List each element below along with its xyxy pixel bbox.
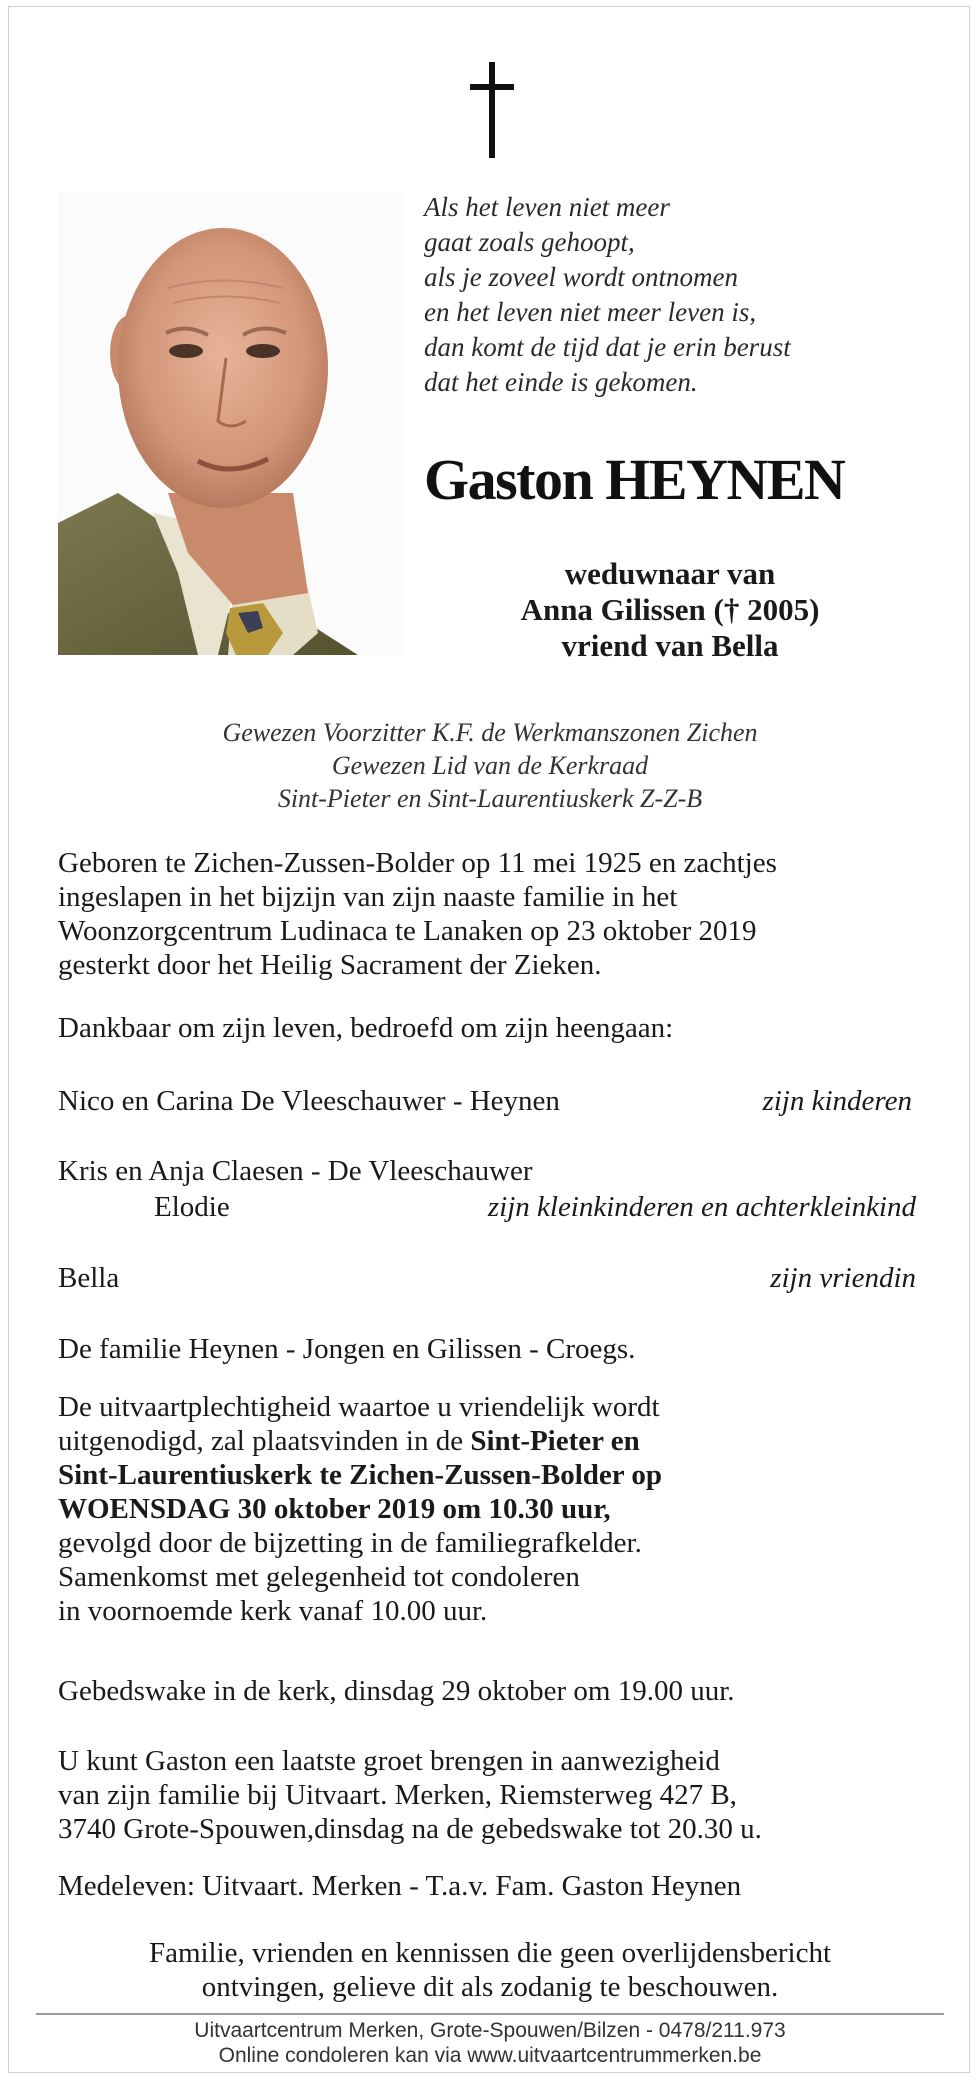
last-name: HEYNEN	[605, 447, 845, 512]
poem-line: en het leven niet meer leven is,	[424, 297, 757, 327]
family-row-children	[58, 1084, 916, 1118]
deceased-name	[424, 446, 844, 513]
funeral-location: Sint-Laurentiuskerk te Zichen-Zussen-Bolder op	[58, 1459, 662, 1491]
poem-line: dat het einde is gekomen.	[424, 367, 698, 397]
closing-note	[0, 1936, 980, 2004]
family-row-friend	[58, 1261, 916, 1295]
text-line: gesterkt door het Heilig Sacrament der Zieken.	[58, 949, 602, 981]
vigil-line: Gebedswake in de kerk, dinsdag 29 oktober om 19.00 uur.	[58, 1675, 735, 1707]
text-line: U kunt Gaston een laatste groet brengen in aanwezigheid	[58, 1745, 720, 1777]
footer-divider	[36, 2013, 944, 2015]
funeral-paragraph	[58, 1390, 938, 1628]
visit-paragraph	[58, 1744, 938, 1846]
family-row-great-grandchild	[58, 1190, 916, 1224]
text-line: van zijn familie bij Uitvaart. Merken, Riemsterweg 427 B,	[58, 1779, 737, 1811]
great-grandchild-name: Elodie	[154, 1191, 230, 1223]
poem-line: gaat zoals gehoopt,	[424, 227, 635, 257]
family-row-grandchildren	[58, 1154, 916, 1188]
grandchildren-names: Kris en Anja Claesen - De Vleeschauwer	[58, 1155, 533, 1187]
footer	[0, 2018, 980, 2068]
condolences-line: Medeleven: Uitvaart. Merken - T.a.v. Fam. Gaston Heynen	[58, 1870, 742, 1902]
role-line: Sint-Pieter en Sint-Laurentiuskerk Z-Z-B	[277, 784, 703, 813]
relation-line: vriend van Bella	[561, 628, 779, 663]
text-line	[58, 1424, 938, 1458]
text-line: Familie, vrienden en kennissen die geen overlijdensbericht	[148, 1937, 832, 1969]
text-line: Samenkomst met gelegenheid tot condoleren	[58, 1561, 580, 1593]
funeral-datetime: WOENSDAG 30 oktober 2019 om 10.30 uur,	[58, 1493, 611, 1525]
poem	[424, 190, 904, 400]
relations	[420, 556, 920, 664]
text-line: Woonzorgcentrum Ludinaca te Lanaken op 23 oktober 2019	[58, 915, 757, 947]
text-line: De uitvaartplechtigheid waartoe u vriendelijk wordt	[58, 1391, 660, 1423]
footer-website: Online condoleren kan via www.uitvaartcentrummerken.be	[218, 2044, 762, 2067]
text-line: gevolgd door de bijzetting in de familiegrafkelder.	[58, 1527, 642, 1559]
role-line: Gewezen Lid van de Kerkraad	[331, 751, 649, 780]
children-names: Nico en Carina De Vleeschauwer - Heynen	[58, 1085, 560, 1117]
grandchildren-role: zijn kleinkinderen en achterkleinkind	[487, 1191, 916, 1223]
funeral-text: uitgenodigd, zal plaatsvinden in de	[58, 1425, 471, 1457]
friend-name: Bella	[58, 1262, 120, 1294]
funeral-church: Sint-Pieter en	[470, 1425, 640, 1457]
text-line: ontvingen, gelieve dit als zodanig te beschouwen.	[201, 1971, 779, 2003]
relation-line: weduwnaar van	[564, 556, 776, 591]
relation-line: Anna Gilissen († 2005)	[520, 592, 820, 627]
children-role: zijn kinderen	[762, 1085, 912, 1117]
friend-role: zijn vriendin	[770, 1262, 916, 1294]
birth-death-paragraph	[58, 846, 938, 982]
extended-family: De familie Heynen - Jongen en Gilissen - Croegs.	[58, 1333, 636, 1365]
text-line: ingeslapen in het bijzijn van zijn naaste familie in het	[58, 881, 678, 913]
cross-icon	[470, 62, 514, 158]
former-roles	[0, 716, 980, 815]
role-line: Gewezen Voorzitter K.F. de Werkmanszonen Zichen	[222, 718, 758, 747]
footer-contact: Uitvaartcentrum Merken, Grote-Spouwen/Bilzen - 0478/211.973	[194, 2019, 786, 2042]
first-name: Gaston	[424, 447, 593, 512]
poem-line: dan komt de tijd dat je erin berust	[424, 332, 791, 362]
grateful-line: Dankbaar om zijn leven, bedroefd om zijn heengaan:	[58, 1012, 674, 1044]
text-line: in voornoemde kerk vanaf 10.00 uur.	[58, 1595, 488, 1627]
poem-line: Als het leven niet meer	[424, 192, 670, 222]
text-line: Geboren te Zichen-Zussen-Bolder op 11 mei 1925 en zachtjes	[58, 847, 777, 879]
text-line: 3740 Grote-Spouwen,dinsdag na de gebedswake tot 20.30 u.	[58, 1813, 762, 1845]
portrait-photo	[58, 193, 403, 655]
poem-line: als je zoveel wordt ontnomen	[424, 262, 738, 292]
